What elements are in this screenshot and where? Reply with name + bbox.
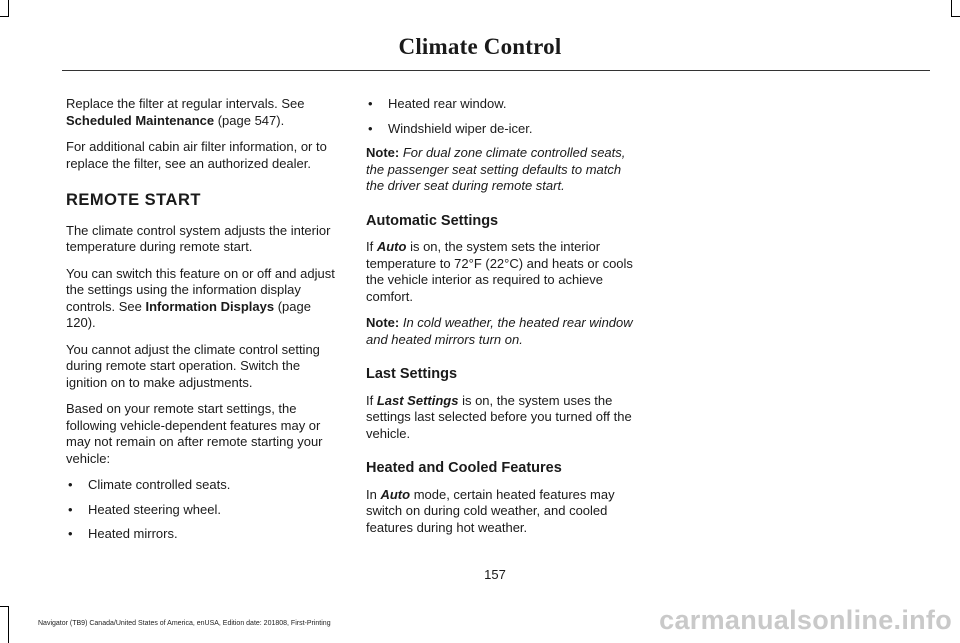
crop-mark-bottom-left-h — [0, 606, 9, 607]
crop-mark-top-right-v — [951, 0, 952, 16]
paragraph-switch-feature: You can switch this feature on or off and adjust the settings using the information display controls. See Information Displays (page 120). — [66, 265, 335, 330]
page-number: 157 — [484, 567, 506, 582]
feature-list-left — [66, 477, 338, 543]
link-scheduled-maintenance[interactable]: Scheduled Maintenance — [66, 112, 215, 128]
crop-mark-top-left-v — [8, 0, 9, 16]
header-divider — [62, 70, 930, 71]
list-item: • Heated mirrors. — [66, 526, 338, 543]
list-item: • Windshield wiper de-icer. — [366, 121, 636, 138]
link-information-displays[interactable]: Information Displays — [145, 298, 275, 314]
note-cold-weather: Note: In cold weather, the heated rear window and heated mirrors turn on. — [366, 315, 633, 347]
paragraph-features-intro: Based on your remote start settings, the following vehicle-dependent features may or may not remain on after remote starting your vehicle: — [66, 401, 323, 466]
paragraph-cabin-filter: For additional cabin air filter information, or to replace the filter, see an authorized dealer. — [66, 139, 327, 171]
paragraph-remote-start-intro: The climate control system adjusts the interior temperature during remote start. — [66, 222, 331, 254]
watermark: carmanualsonline.info — [659, 605, 952, 635]
heading-automatic-settings: Automatic Settings — [366, 212, 499, 229]
heading-heated-cooled: Heated and Cooled Features — [366, 460, 562, 476]
paragraph-heated-cooled: In Auto mode, certain heated features may switch on during cold weather, and cooled features during hot weather. — [366, 486, 615, 535]
edition-footer: Navigator (TB9) Canada/United States of America, enUSA, Edition date: 201808, First-Printing — [38, 620, 331, 627]
note-dual-zone: Note: For dual zone climate controlled seats, the passenger seat setting defaults to match the driver seat during remote start. — [366, 145, 626, 193]
left-column — [66, 96, 338, 551]
page-title: Climate Control — [398, 34, 562, 59]
paragraph-filter: Replace the filter at regular intervals. See Scheduled Maintenance (page 547). — [66, 96, 305, 128]
list-item: • Heated rear window. — [366, 96, 636, 113]
crop-mark-top-right-h — [951, 16, 960, 17]
crop-mark-top-left-h — [0, 16, 9, 17]
section-heading-remote-start: REMOTE START — [66, 191, 201, 209]
paragraph-cannot-adjust: You cannot adjust the climate control setting during remote start operation. Switch the ignition on to make adjustments. — [66, 341, 320, 390]
list-item: • Heated steering wheel. — [66, 502, 338, 519]
paragraph-last-settings: If Last Settings is on, the system uses the settings last selected before you turned off the vehicle. — [366, 392, 632, 441]
list-item: • Climate controlled seats. — [66, 477, 338, 494]
right-column — [366, 96, 636, 546]
crop-mark-bottom-left-v — [8, 606, 9, 643]
feature-list-right — [366, 96, 636, 137]
paragraph-auto: If Auto is on, the system sets the interior temperature to 72°F (22°C) and heats or cools the vehicle interior as required to achieve comfort. — [366, 239, 633, 304]
heading-last-settings: Last Settings — [366, 366, 458, 382]
